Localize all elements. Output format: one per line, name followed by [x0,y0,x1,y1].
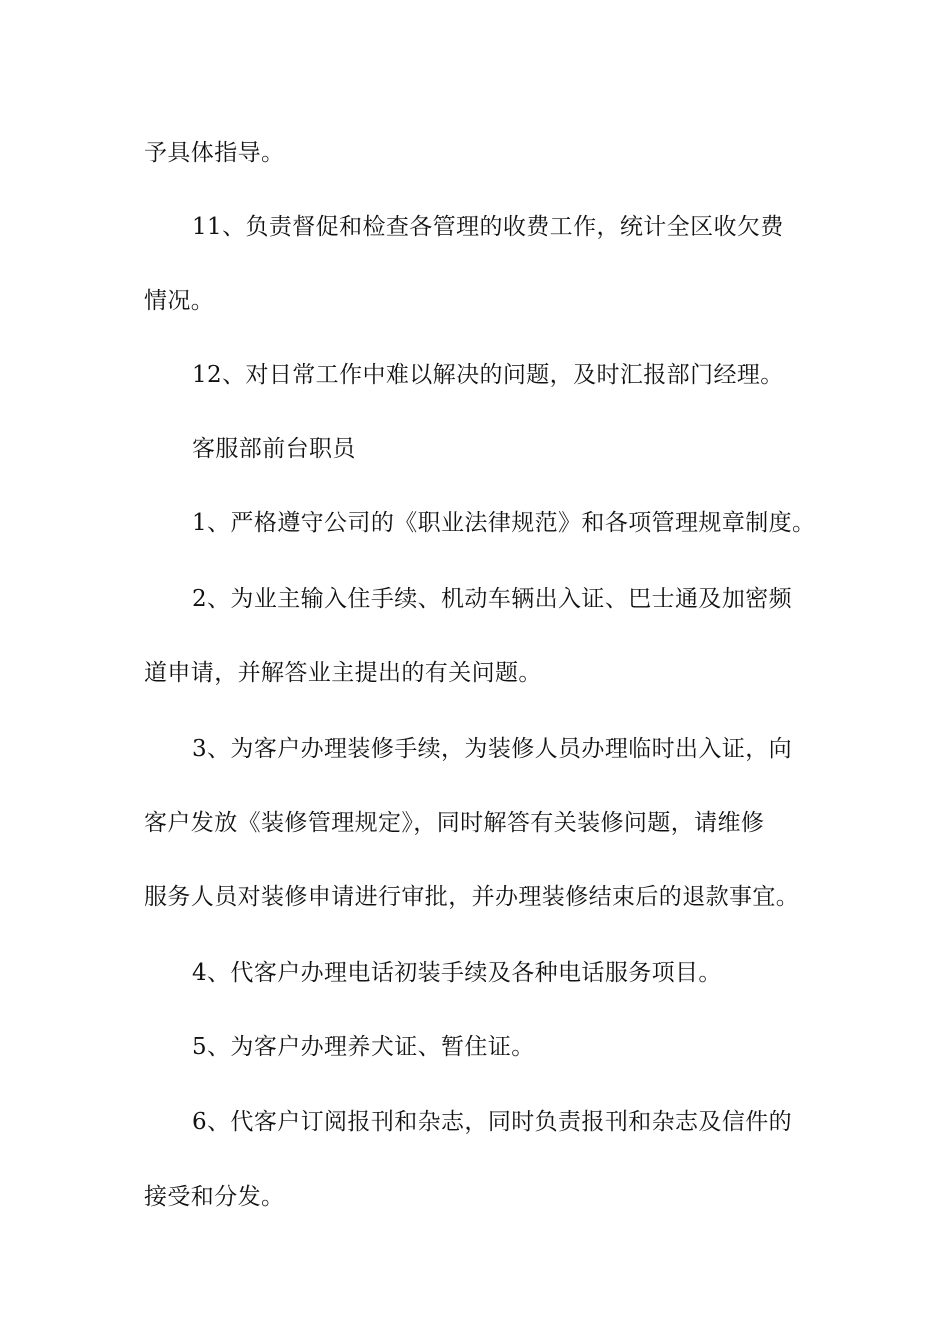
text-line: 客户发放《装修管理规定》，同时解答有关装修问题，请维修 [144,810,765,836]
text-line: 情况。 [144,288,215,314]
text-line: 6、代客户订阅报刊和杂志，同时负责报刊和杂志及信件的 [192,1109,793,1135]
text-line: 11、负责督促和检查各管理的收费工作，统计全区收欠费 [192,214,784,240]
text-line: 5、为客户办理养犬证、暂住证。 [192,1034,535,1060]
text-line: 道申请，并解答业主提出的有关问题。 [144,660,542,686]
text-line: 服务人员对装修申请进行审批，并办理装修结束后的退款事宜。 [144,884,800,910]
text-line: 3、为客户办理装修手续，为装修人员办理临时出入证，向 [192,736,793,762]
text-line: 12、对日常工作中难以解决的问题，及时汇报部门经理。 [192,362,784,388]
text-line: 予具体指导。 [144,140,285,166]
text-line: 4、代客户办理电话初装手续及各种电话服务项目。 [192,960,722,986]
section-heading: 客服部前台职员 [192,436,356,462]
text-line: 1、严格遵守公司的《职业法律规范》和各项管理规章制度。 [192,510,816,536]
text-line: 2、为业主输入住手续、机动车辆出入证、巴士通及加密频 [192,586,793,612]
text-line: 接受和分发。 [144,1184,285,1210]
